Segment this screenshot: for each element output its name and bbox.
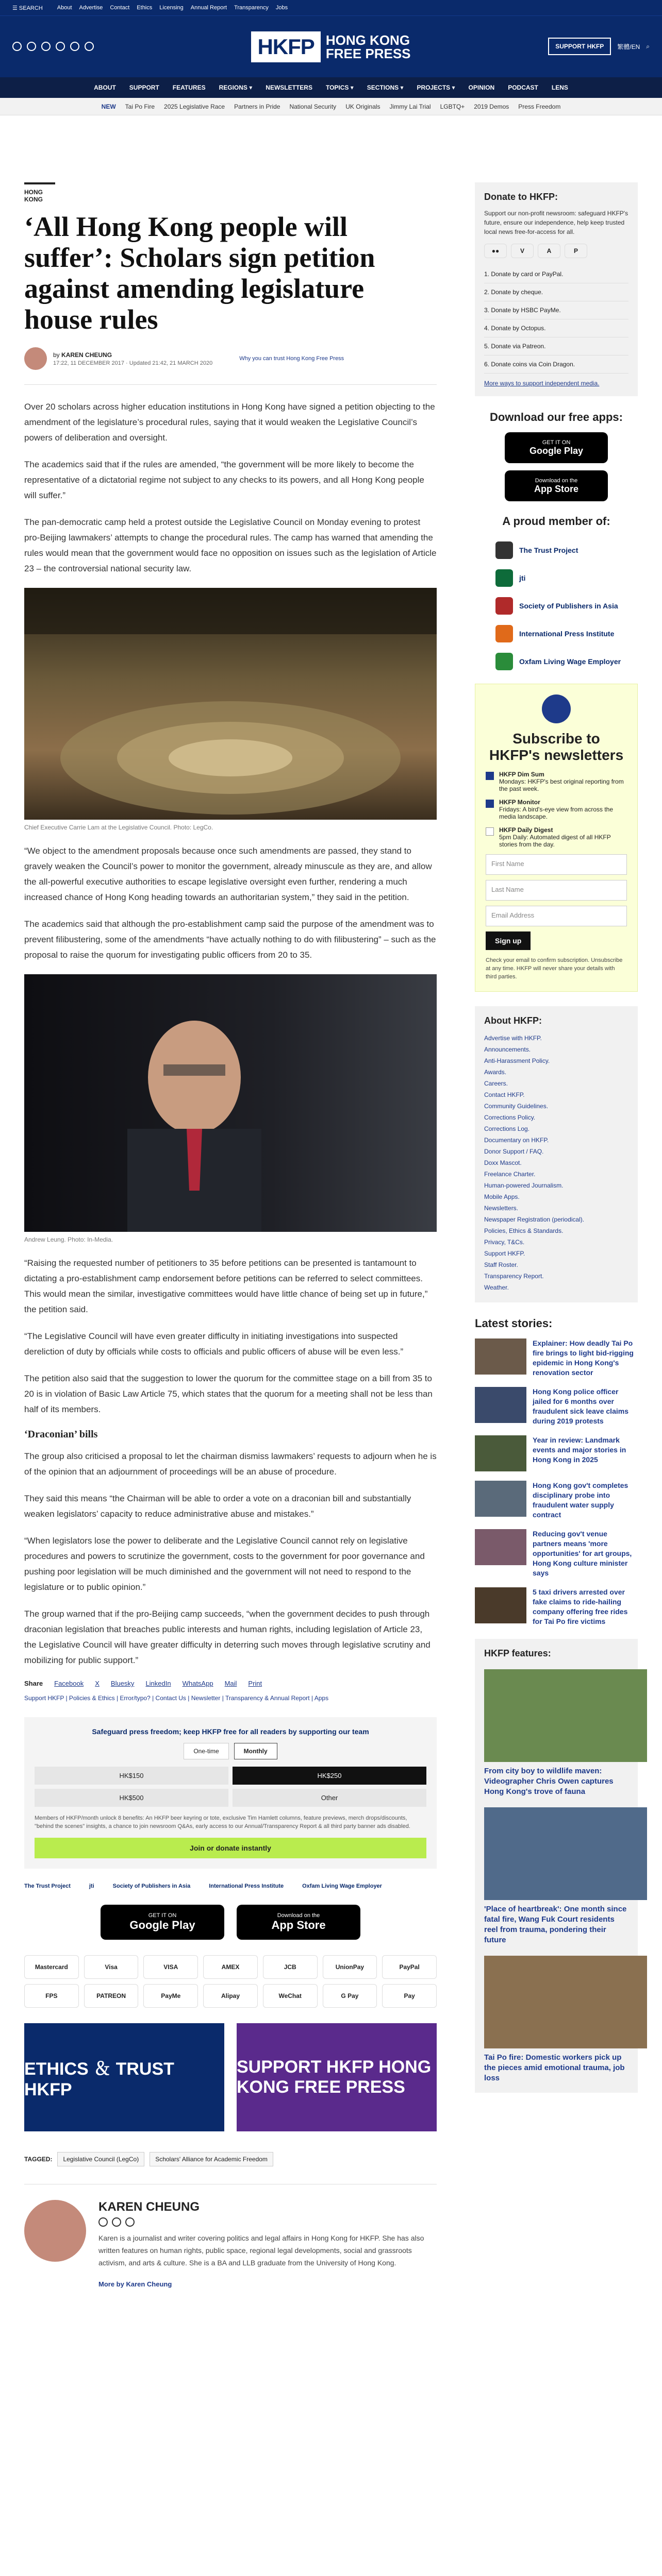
donate-text: Support our non-profit newsroom: safeguard HKFP's future, ensure our independence, help keep trusted local news free-for-access for all. [484,210,628,235]
features-box [475,1639,638,2093]
legco-photo [24,588,437,820]
payment-logo: PayMe [143,1984,198,2008]
payment-logo: G Pay [323,1984,377,2008]
main-nav [0,77,662,98]
trending-bar [0,98,662,115]
bluesky-icon[interactable] [56,42,65,51]
donate-option[interactable]: 5. Donate via Patreon. [484,337,628,355]
payment-logo: JCB [263,1955,318,1979]
sidebar [475,182,638,2107]
about-title: About HKFP: [484,1015,542,1026]
badge[interactable]: jti [89,1883,94,1889]
nav-item[interactable]: TOPICS ▾ [325,84,354,91]
mail-icon[interactable] [125,2217,135,2227]
nav-item[interactable]: SECTIONS ▾ [367,84,404,91]
share-bluesky[interactable]: Bluesky [110,1680,135,1687]
author-avatar [24,2200,86,2262]
story-item[interactable]: Year in review: Landmark events and major stories in Hong Kong in 2025 [475,1435,638,1471]
paragraph: The pan-democratic camp held a protest outside the Legislative Council on Monday evening to protest pro-Beijing lawmakers’ attempts to change the procedural rules. The camp has warned that amending the rules would mean that the government would face no opposition on issues such as the legislation of Article 23 – the controversial national security law. [24,517,437,573]
paypal-icon: P [565,244,587,258]
author-box [24,2184,437,2288]
feature-image[interactable] [484,1807,647,1900]
top-link[interactable]: Advertise [79,5,103,11]
tags-label: TAGGED: [24,2156,53,2163]
nav-item[interactable]: OPINION [468,84,495,91]
paragraph: They said this means “the Chairman will be able to order a vote on a draconian bill and substantially weaken legislators’ capacity to reduce administrative abuse and mistakes.” [24,1494,411,1519]
app-store-button[interactable]: Download on the App Store [505,470,608,501]
search-link[interactable]: ☰ SEARCH [12,5,43,11]
tab-monthly[interactable]: Monthly [234,1743,277,1759]
donate-option[interactable]: 3. Donate by HSBC PayMe. [484,301,628,319]
sopa-icon [495,597,513,615]
nav-item[interactable]: REGIONS ▾ [219,84,253,91]
newsletter-box [475,684,638,992]
visa-icon: V [511,244,534,258]
member-logo[interactable]: Society of Publishers in Asia [475,592,638,620]
share-label: Share [24,1680,43,1687]
search-icon[interactable]: ⌕ [646,42,650,50]
trending-link[interactable]: Partners in Pride [234,103,280,110]
badge[interactable]: Oxfam Living Wage Employer [302,1883,382,1889]
trust-project-icon [495,541,513,559]
facebook-icon[interactable] [12,42,22,51]
frequency-tabs [35,1743,426,1759]
donate-option[interactable]: 1. Donate by card or PayPal. [484,265,628,283]
donate-option[interactable]: 4. Donate by Octopus. [484,319,628,337]
about-link[interactable]: Documentary on HKFP. [484,1137,549,1144]
paragraph: “The Legislative Council will have even greater difficulty in initiating investigations into suspected dereliction of duty by officials while costs to officials and public officers of abuse will be even less.” [24,1331,404,1357]
nav-item[interactable]: SUPPORT [129,84,159,91]
promo-banners [24,2023,437,2131]
new-badge: NEW [101,103,116,110]
about-link[interactable]: Policies, Ethics & Standards. [484,1227,564,1234]
top-link[interactable]: About [57,5,72,11]
linkedin-icon[interactable] [85,42,94,51]
story-item[interactable]: 5 taxi drivers arrested over fake claims to ride-hailing company offering free rides for Tai Po fire victims [475,1587,638,1626]
feature-title[interactable]: From city boy to wildlife maven: Videographer Chris Owen captures Hong Kong's trove of fauna [484,1767,614,1796]
app-stores [24,1905,437,1940]
more-by-author-link[interactable]: More by Karen Cheung [98,2280,172,2288]
checkbox-icon[interactable] [486,827,494,836]
byline [24,347,437,370]
mastercard-icon: ●● [484,244,507,258]
amount-options [35,1767,426,1807]
newsletter-option[interactable]: HKFP Monitor Fridays: A bird's-eye view from across the media landscape. [486,799,627,820]
payment-logo: Pay [382,1984,437,2008]
tag[interactable]: Scholars' Alliance for Academic Freedom [150,2152,273,2166]
payment-logo: UnionPay [323,1955,377,1979]
paragraph: “Raising the requested number of petitioners to 35 before petitions can be presented is tantamount to dictating a pro-establishment camp endorsement before petitions can be referred to select committees. This would mean the similar, investigative committees would have little chance of being set up in future,” the petition said. [24,1258,428,1314]
last-name-field[interactable]: Last Name [486,880,627,901]
instagram-icon[interactable] [112,2217,121,2227]
tab-one-time[interactable]: One-time [184,1743,228,1759]
photo-caption: Chief Executive Carrie Lam at the Legislative Council. Photo: LegCo. [24,824,213,831]
about-link[interactable]: Support HKFP. [484,1250,525,1257]
nav-item[interactable]: ABOUT [94,84,116,91]
tag[interactable]: Legislative Council (LegCo) [57,2152,144,2166]
about-link[interactable]: Announcements. [484,1046,531,1053]
newsletter-note: Check your email to confirm subscription. Unsubscribe at any time. HKFP will never share your details with third parties. [486,957,623,980]
google-play-button[interactable]: GET IT ON Google Play [101,1905,224,1940]
trending-link[interactable]: 2025 Legislative Race [164,103,225,110]
app-store-button[interactable]: Download on the App Store [237,1905,360,1940]
about-link[interactable]: Anti-Harassment Policy. [484,1057,550,1064]
donate-widget [24,1717,437,1869]
more-ways-link[interactable]: More ways to support independent media. [484,380,600,387]
member-logo[interactable]: Oxfam Living Wage Employer [475,648,638,675]
category-label[interactable]: HONG KONG [24,182,55,203]
newsletter-option[interactable]: HKFP Dim Sum Mondays: HKFP's best original reporting from the past week. [486,771,627,792]
x-icon[interactable] [27,42,36,51]
about-link[interactable]: Human-powered Journalism. [484,1182,564,1189]
feature-title[interactable]: Tai Po fire: Domestic workers pick up the pieces amid emotional trauma, job loss [484,2053,625,2082]
apps-title: Download our free apps: [490,411,623,423]
about-link[interactable]: Awards. [484,1069,507,1076]
checkbox-checked-icon[interactable] [486,772,494,780]
member-badges [24,1883,437,1889]
hkfp-badge-icon [542,694,571,723]
payment-logo: Visa [84,1955,139,1979]
share-whatsapp[interactable]: WhatsApp [182,1680,213,1687]
about-link[interactable]: Weather. [484,1284,509,1291]
share-mail[interactable]: Mail [224,1680,237,1687]
donate-headline: Safeguard press freedom; keep HKFP free for all readers by supporting our team [92,1727,369,1736]
share-bar [24,1680,437,1687]
trending-link[interactable]: Press Freedom [518,103,561,110]
share-linkedin[interactable]: LinkedIn [145,1680,171,1687]
byline-text: by KAREN CHEUNG 17:22, 11 DECEMBER 2017 · Updated 21:42, 21 MARCH 2020 [53,351,213,366]
paragraph: “When legislators lose the power to deliberate and the Legislative Council cannot rely on legislative procedures and powers to scrutinize the government, costs to the government for poor governance and pushing poor legislation will be much diminished and the government will not need to respond to the legislature or to public opinion.” [24,1536,425,1592]
email-field[interactable]: Email Address [486,906,627,926]
top-link[interactable]: Licensing [159,5,184,11]
x-icon[interactable] [98,2217,108,2227]
about-link[interactable]: Freelance Charter. [484,1171,536,1178]
sidebar-app-buttons [475,432,638,501]
join-button[interactable]: Join or donate instantly [35,1838,426,1858]
story-thumb [475,1435,526,1471]
nav-item[interactable]: PROJECTS ▾ [417,84,455,91]
tag-list [24,2152,437,2166]
google-play-button[interactable]: GET IT ON Google Play [505,432,608,463]
language-switch[interactable]: 繁體/EN [617,43,640,50]
member-logo[interactable]: The Trust Project [475,536,638,564]
amex-icon: A [538,244,560,258]
member-benefits: Members of HKFP/month unlock 8 benefits: An HKFP beer keyring or tote, exclusive Tim Hamlett columns, feature previews, merch drops/discounts, "behind the scenes" insights, a chance to join newsroom Q&As, early access to our Annual/Transparency Report & all third party banner ads disabled. [35,1815,410,1829]
story-item[interactable]: Hong Kong gov't completes disciplinary probe into fraudulent water supply contract [475,1481,638,1520]
top-link[interactable]: Ethics [137,5,153,11]
avatar [24,347,47,370]
payment-logo: FPS [24,1984,79,2008]
trending-link[interactable]: 2019 Demos [474,103,509,110]
about-link[interactable]: Transparency Report. [484,1273,544,1280]
about-link[interactable]: Privacy, T&Cs. [484,1239,525,1246]
ipi-icon [495,625,513,642]
donate-option[interactable]: 6. Donate coins via Coin Dragon. [484,355,628,374]
about-box [475,1006,638,1302]
feature-image[interactable] [484,1669,647,1762]
checkbox-checked-icon[interactable] [486,800,494,808]
paragraph: The petition also said that the suggestion to lower the quorum for the committee stage on a bill from 35 to 20 is in violation of Basic Law Article 75, which states that the quorum for a meeting shall not be less than half of its members. [24,1374,433,1414]
top-links [50,5,288,11]
social-icons [12,42,94,51]
about-link[interactable]: Newsletters. [484,1205,519,1212]
share-print[interactable]: Print [248,1680,262,1687]
about-link[interactable]: Corrections Log. [484,1125,530,1132]
timestamp: 17:22, 11 DECEMBER 2017 · Updated 21:42, 21 MARCH 2020 [53,360,213,366]
badge[interactable]: The Trust Project [24,1883,71,1889]
payment-logo: AMEX [203,1955,258,1979]
trending-link[interactable]: LGBTQ+ [440,103,465,110]
story-thumb [475,1338,526,1375]
story-thumb [475,1529,526,1565]
about-link[interactable]: Doxx Mascot. [484,1159,522,1166]
nav-item[interactable]: LENS [551,84,568,91]
feature-title[interactable]: 'Place of heartbreak': One month since fatal fire, Wang Fuk Court residents reel from trauma, pondering their future [484,1905,627,1944]
author-name[interactable]: KAREN CHEUNG [98,2200,200,2214]
about-link[interactable]: Advertise with HKFP. [484,1035,542,1042]
member-logo[interactable]: jti [475,564,638,592]
payment-logo: PayPal [382,1955,437,1979]
divider [24,384,437,385]
first-name-field[interactable]: First Name [486,854,627,875]
top-link[interactable]: Transparency [234,5,269,11]
about-link[interactable]: Newspaper Registration (periodical). [484,1216,585,1223]
about-link[interactable]: Corrections Policy. [484,1114,536,1121]
proud-title: A proud member of: [502,515,610,528]
latest-title: Latest stories: [475,1317,553,1330]
about-links [484,1032,628,1293]
feature-image[interactable] [484,1956,647,2048]
about-link[interactable]: Contact HKFP. [484,1091,525,1098]
amount-option[interactable]: Other [233,1789,426,1807]
trending-link[interactable]: Jimmy Lai Trial [389,103,431,110]
author-social [98,2217,437,2227]
ethics-banner[interactable]: ETHICS ＆ TRUST HKFP [24,2023,224,2131]
nav-item[interactable]: FEATURES [172,84,206,91]
footer-links[interactable]: Support HKFP | Policies & Ethics | Error/typo? | Contact Us | Newsletter | Transparency & Annual Report | Apps [24,1694,329,1702]
top-bar [0,0,662,15]
author-bio: Karen is a journalist and writer covering politics and legal affairs in Hong Kong for HKFP. She has also written features on human rights, public space, regional legal developments, social and grassroots activism, and arts & culture. She is a BA and LLB graduate from the University of Hong Kong. [98,2234,424,2267]
newsletter-option[interactable]: HKFP Daily Digest 5pm Daily: Automated digest of all HKFP stories from the day. [486,826,627,848]
donate-option[interactable]: 2. Donate by cheque. [484,283,628,301]
payment-logo: WeChat [263,1984,318,2008]
share-x[interactable]: X [95,1680,100,1687]
share-facebook[interactable]: Facebook [54,1680,84,1687]
paragraph: Over 20 scholars across higher education institutions in Hong Kong have signed a petition objecting to the amendment of the legislature’s procedural rules, saying that it would weaken the Legislative Council’s powers of deliberation and oversight. [24,402,435,443]
site-logo[interactable] [251,31,410,62]
story-thumb [475,1387,526,1423]
about-link[interactable]: Careers. [484,1080,508,1087]
paragraph: “We object to the amendment proposals because once such amendments are passed, they stand to gravely weaken the Council’s power to monitor the government, already minuscule as they are, and allow the all-powerful executive authorities to escape legislative oversight even further, rendering a much increased chance of Hong Kong heading towards an authoritarian system,” they said in the petition. [24,846,432,902]
amount-option[interactable]: HK$250 [233,1767,426,1785]
paragraph: The academics said that although the pro-establishment camp said the purpose of the amendment was to prevent filibustering, some of the amendments “have actually nothing to do with filibustering” – such as the proposal to raise the quorum for investigating public officers from 20 to 35. [24,919,436,960]
logo-mark: HKFP [251,31,320,62]
signup-button[interactable]: Sign up [486,931,531,950]
jti-icon [495,569,513,587]
story-thumb [475,1587,526,1623]
article-title: ‘All Hong Kong people will suffer’: Scholars sign petition against amending legislature house rules [24,211,375,335]
masthead-actions [548,38,650,55]
amount-option[interactable]: HK$500 [35,1789,228,1807]
about-link[interactable]: Mobile Apps. [484,1193,520,1200]
payment-logo: PATREON [84,1984,139,2008]
badge[interactable]: International Press Institute [209,1883,284,1889]
story-item[interactable]: Reducing gov't venue partners means 'more opportunities' for art groups, Hong Kong culture minister says [475,1529,638,1578]
payment-logo: VISA [143,1955,198,1979]
features-title: HKFP features: [484,1648,551,1658]
newsletter-title: Subscribe to HKFP's newsletters [489,731,624,763]
article [24,182,437,2288]
amount-option[interactable]: HK$150 [35,1767,228,1785]
masthead [0,15,662,77]
top-link[interactable]: Contact [110,5,130,11]
youtube-icon[interactable] [70,42,79,51]
payment-methods [24,1955,437,2008]
andrew-leung-photo [24,974,437,1232]
paragraph: The group warned that if the pro-Beijing camp succeeds, “when the government decides to push through draconian legislation that breaches public interests and human rights, including legislation of Article 23, the Legislative Council will have greater difficulty in deterring such moves through legislative scrutiny and mobilizing for public support.” [24,1609,431,1665]
author-link[interactable]: KAREN CHEUNG [61,351,112,359]
support-banner[interactable]: SUPPORT HKFP HONG KONG FREE PRESS [237,2023,437,2131]
oxfam-icon [495,653,513,670]
payment-logo: Alipay [203,1984,258,2008]
top-link[interactable]: Jobs [275,5,288,11]
trending-link[interactable]: National Security [289,103,337,110]
story-item[interactable]: Hong Kong police officer jailed for 6 months over fraudulent sick leave claims during 2019 protests [475,1387,638,1426]
trending-link[interactable]: Tai Po Fire [125,103,155,110]
author-info [98,2200,437,2288]
badge[interactable]: Society of Publishers in Asia [112,1883,191,1889]
donate-title: Donate to HKFP: [484,192,558,202]
story-thumb [475,1481,526,1517]
trust-link[interactable]: Why you can trust Hong Kong Free Press [239,355,344,362]
logo-text: HONG KONG FREE PRESS [325,32,411,61]
subheading: ‘Draconian’ bills [24,1429,98,1440]
instagram-icon[interactable] [41,42,51,51]
paragraph: The academics said that if the rules are amended, “the government will be more likely to become the representative of a dictatorial regime not subject to any checks to its powers, and all Hong Kong people will suffer.” [24,460,424,500]
trending-link[interactable]: UK Originals [345,103,380,110]
payment-icons [484,244,628,258]
legco-chamber-illustration [24,588,437,820]
donate-options [484,265,628,374]
donate-box [475,182,638,396]
about-link[interactable]: Staff Roster. [484,1261,518,1268]
support-button[interactable]: SUPPORT HKFP [548,38,611,55]
top-link[interactable]: Annual Report [190,5,227,11]
payment-logo: Mastercard [24,1955,79,1979]
story-item[interactable]: Explainer: How deadly Tai Po fire brings to light bid-rigging epidemic in Hong Kong's renovation sector [475,1338,638,1378]
paragraph: The group also criticised a proposal to let the chairman dismiss lawmakers’ requests to adjourn when he is of the opinion that an adjournment of proceedings will be an abuse of procedure. [24,1451,437,1477]
member-logo[interactable]: International Press Institute [475,620,638,648]
about-link[interactable]: Donor Support / FAQ. [484,1148,544,1155]
nav-item[interactable]: PODCAST [508,84,538,91]
about-link[interactable]: Community Guidelines. [484,1103,549,1110]
nav-item[interactable]: NEWSLETTERS [266,84,312,91]
portrait-illustration [24,974,437,1232]
photo-caption: Andrew Leung. Photo: In-Media. [24,1236,113,1243]
